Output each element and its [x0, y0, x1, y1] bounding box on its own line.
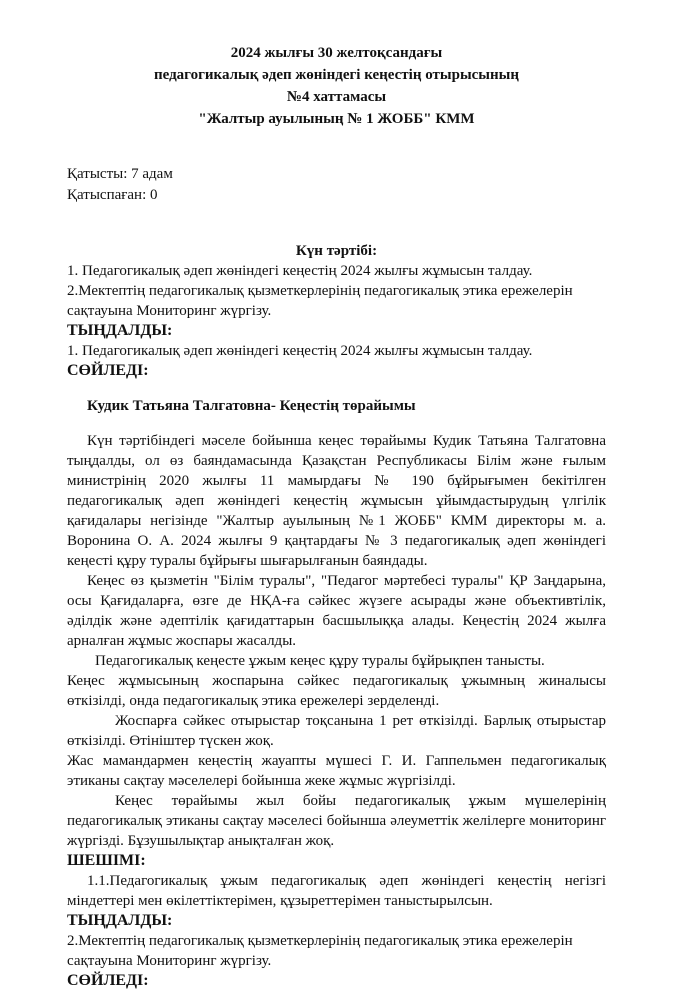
speech-paragraph-7: Кеңес төрайымы жыл бойы педагогикалық ұжым мүшелерінің педагогикалық этиканы сақтау мәселесі бойынша әлеуметтік желілерге мониторинг жүргізді. Бұзушылықтар анықталған жоқ.: [67, 793, 606, 849]
heard-text-2: 2.Мектептің педагогикалық қызметкерлерінің педагогикалық этика ережелерін сақтауына Мониторинг жүргізу.: [67, 933, 573, 969]
attendance-absent: Қатыспаған: 0: [67, 187, 158, 203]
heard-text-1: 1. Педагогикалық әдеп жөніндегі кеңестің 2024 жылғы жұмысын талдау.: [67, 343, 533, 359]
header-council-line: педагогикалық әдеп жөніндегі кеңестің отырысының: [153, 67, 520, 83]
speech-paragraph-1: Күн тәртібіндегі мәселе бойынша кеңес төрайымы Кудик Татьяна Талгатовна тыңдалды, ол өз баяндамасында Қазақстан Республикасы Білім және ғылым министрінің 2020 жылғы 11 мамырдағы № 190 бұйрығымен бекітілген педагогикалық әдеп жөніндегі кеңестің жұмысын ұйымдастырудың үлгілік қағидалары негізінде "Жалтыр ауылының №1 ЖОББ" КММ директоры м. а. Воронина О. А. 2024 жылғы 9 қаңтардағы № 3 педагогикалық әдеп жөніндегі кеңесті құру туралы бұйрығы шығарылғанын баяндады.: [67, 433, 606, 569]
agenda-title: Күн тәртібі:: [295, 243, 378, 259]
heard-label-2: ТЫҢДАЛДЫ:: [67, 912, 173, 929]
decision-text: 1.1.Педагогикалық ұжым педагогикалық әдеп жөніндегі кеңестің негізгі міндеттері мен өкілеттіктерімен, құзыреттерімен таныстырылсын.: [67, 873, 606, 909]
agenda-item-2: 2.Мектептің педагогикалық қызметкерлерінің педагогикалық этика ережелерін сақтауына Мониторинг жүргізу.: [67, 283, 573, 319]
spoke-label-1: СӨЙЛЕДІ:: [67, 362, 149, 379]
speech-paragraph-6: Жас мамандармен кеңестің жауапты мүшесі Г. И. Гаппельмен педагогикалық этиканы сақтау мәселелері бойынша жеке жұмыс жүргізілді.: [67, 753, 606, 789]
speaker-name: Кудик Татьяна Талгатовна- Кеңестің төрайымы: [87, 398, 416, 414]
agenda-item-1: 1. Педагогикалық әдеп жөніндегі кеңестің 2024 жылғы жұмысын талдау.: [67, 263, 533, 279]
spoke-label-2: СӨЙЛЕДІ:: [67, 972, 149, 989]
speech-paragraph-3: Педагогикалық кеңесте ұжым кеңес құру туралы бұйрықпен танысты.: [95, 653, 545, 669]
heard-label-1: ТЫҢДАЛДЫ:: [67, 322, 173, 339]
attendance-present: Қатысты: 7 адам: [67, 166, 173, 182]
speech-paragraph-5: Жоспарға сәйкес отырыстар тоқсанына 1 рет өткізілді. Барлық отырыстар өткізілді. Өтініштер түскен жоқ.: [67, 713, 606, 749]
header-date-line: 2024 жылғы 30 желтоқсандағы: [230, 45, 443, 61]
header-protocol-number: №4 хаттамасы: [286, 89, 387, 105]
attendance-block: [67, 164, 606, 206]
speech-paragraph-2: Кеңес өз қызметін "Білім туралы", "Педагог мәртебесі туралы" ҚР Заңдарына, осы Қағидаларға, өзге де НҚА-ға сәйкес жүзеге асырады және объективтілік, әділдік және әдептілік қағидаттарын басшылыққа алады. Кеңестің 2024 жылға арналған жұмыс жоспары жасалды.: [67, 573, 606, 649]
header-school-name: "Жалтыр ауылының № 1 ЖОББ" КММ: [198, 111, 475, 127]
speech-paragraph-4: Кеңес жұмысының жоспарына сәйкес педагогикалық ұжымның жиналысы өткізілді, онда педагогикалық этика ережелері зерделенді.: [67, 673, 606, 709]
decision-label: ШЕШІМІ:: [67, 852, 146, 869]
